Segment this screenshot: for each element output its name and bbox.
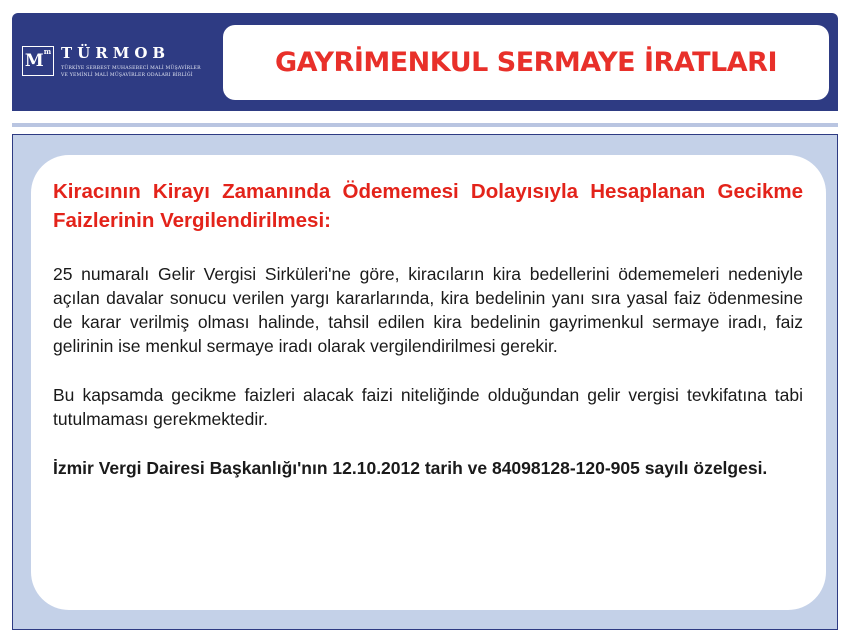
reference-ruling: İzmir Vergi Dairesi Başkanlığı'nın 12.10.2012 tarih ve 84098128-120-905 sayılı özelgesi. xyxy=(53,458,768,478)
logo-mark-icon: $M^m$ xyxy=(22,46,54,76)
turmob-logo xyxy=(22,46,204,102)
logo-subtitle-line1: TÜRKİYE SERBEST MUHASEBECİ MALİ MÜŞAVİRLER xyxy=(61,66,201,71)
paragraph-circular: 25 numaralı Gelir Vergisi Sirküleri'ne göre, kiracıların kira bedellerini ödememeleri nedeniyle açılan davalar sonucu verilen yargı kararlarında, kira bedelinin yanı sıra yasal faiz ödenmesine de karar verilmiş olması halinde, tahsil edilen kira bedelinin gayrimenkul sermaye iradı, faiz gelirinin ise menkul sermaye iradı olarak vergilendirilmesi gerekir. xyxy=(53,264,803,356)
logo-subtitle-line2: VE YEMİNLİ MALİ MÜŞAVİRLER ODALARI BİRLİĞİ xyxy=(61,73,193,78)
title-box xyxy=(223,25,829,100)
paragraph-withholding: Bu kapsamda gecikme faizleri alacak faizi niteliğinde olduğundan gelir vergisi tevkifatına tabi tutulmaması gerekmektedir. xyxy=(53,385,803,429)
section-heading: Kiracının Kirayı Zamanında Ödememesi Dolayısıyla Hesaplanan Gecikme Faizlerinin Vergilendirilmesi: xyxy=(53,180,803,232)
logo-name: TÜRMOB xyxy=(61,44,171,62)
content-text xyxy=(53,177,803,480)
header-divider xyxy=(12,123,838,127)
slide-title: GAYRİMENKUL SERMAYE İRATLARI xyxy=(275,47,777,78)
